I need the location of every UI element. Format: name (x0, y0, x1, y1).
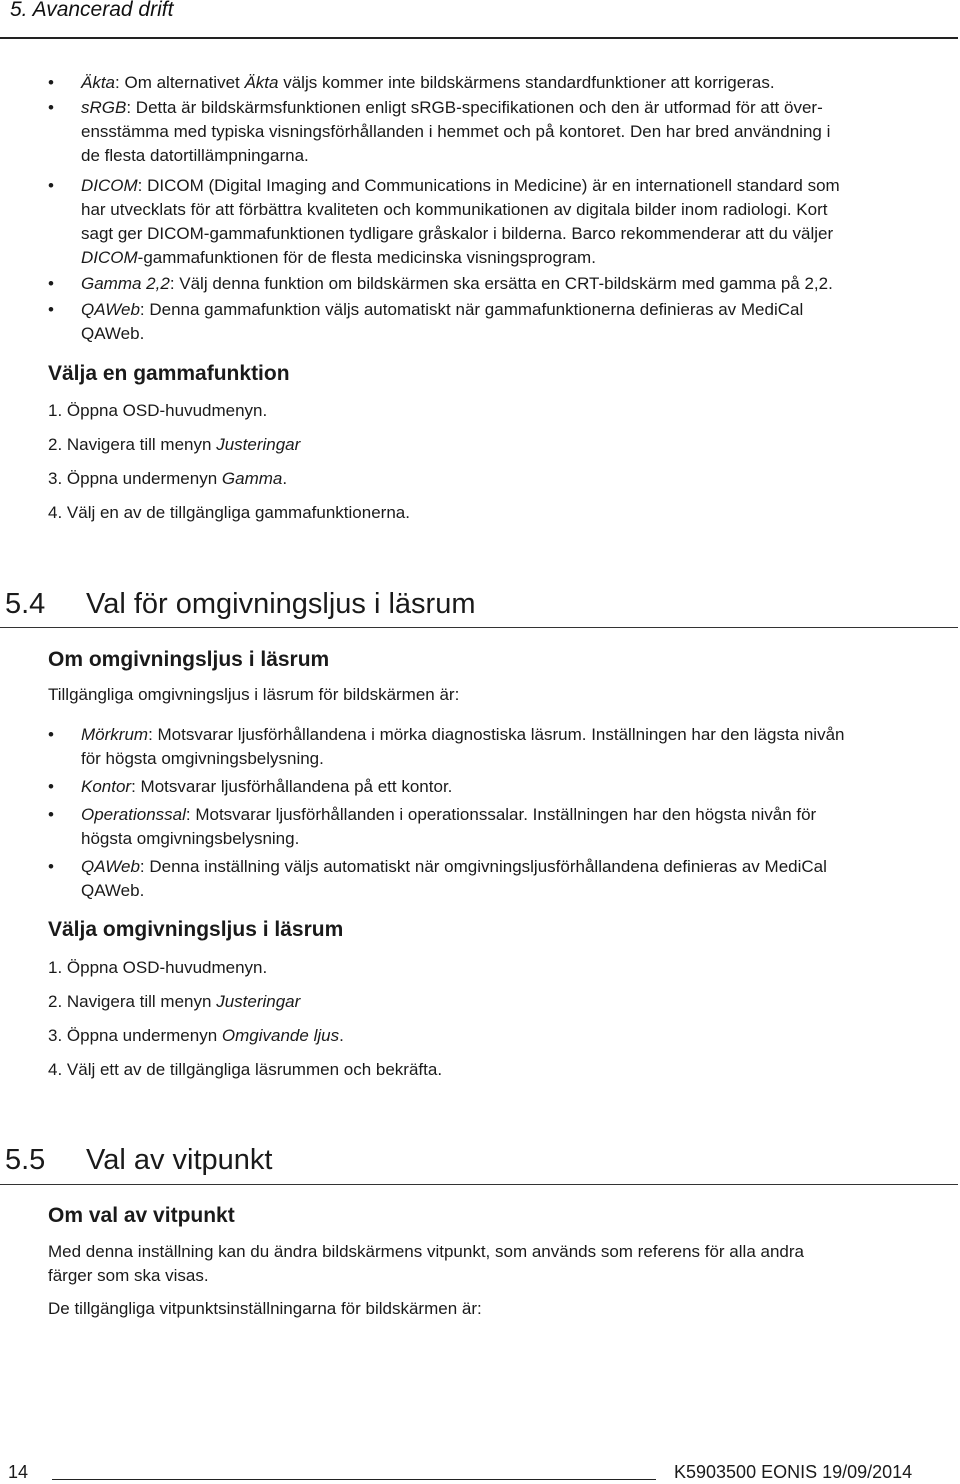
footer-rule (52, 1479, 656, 1480)
bullet-icon: • (48, 274, 54, 293)
paragraph: Med denna inställning kan du ändra bildskärmens vitpunkt, som används som referens för alla andra färger som ska visas. (48, 1242, 804, 1285)
term: Kontor (81, 777, 132, 796)
section-title: Val för omgivningsljus i läsrum (86, 588, 476, 620)
document-id: K5903500 EONIS 19/09/2014 (674, 1462, 913, 1482)
section-title: Val av vitpunkt (86, 1144, 273, 1176)
bullet-icon: • (48, 73, 54, 92)
list-item: • Gamma 2,2: Välj denna funktion om bildskärmen ska ersätta en CRT-bildskärm med gamma på 2,2. (48, 272, 928, 296)
section-number: 5.5 (5, 1144, 46, 1176)
step-4: 4. Välj ett av de tillgängliga läsrummen och bekräfta. (48, 1060, 443, 1079)
term: sRGB (81, 98, 127, 117)
step-3: 3. Öppna undermenyn Omgivande ljus. (48, 1026, 344, 1045)
section-rule (0, 1184, 958, 1185)
term: QAWeb (81, 300, 140, 319)
bullet-icon: • (48, 857, 54, 876)
list-item: • sRGB: Detta är bildskärmsfunktionen enligt sRGB-specifikationen och den är utformad för att över- ensstämma med typiska visningsförhållanden i hemmet och på kontoret. Den har bred användning i de flesta datortillämpningarna. (48, 98, 831, 165)
list-item: • QAWeb: Denna inställning väljs automatiskt när omgivningsljusförhållandena definieras av MediCal QAWeb. (48, 857, 827, 900)
bullet-icon: • (48, 805, 54, 824)
list-item: • Äkta: Om alternativet Äkta väljs kommer inte bildskärmens standardfunktioner att korrigeras. (48, 71, 928, 95)
section-rule (0, 627, 958, 628)
term: Gamma 2,2 (81, 274, 170, 293)
subheading: Om val av vitpunkt (48, 1204, 235, 1227)
step-2: 2. Navigera till menyn Justeringar (48, 992, 301, 1011)
paragraph: De tillgängliga vitpunktsinställningarna för bildskärmen är: (48, 1299, 482, 1318)
step-2: 2. Navigera till menyn Justeringar (48, 435, 301, 454)
step-3: 3. Öppna undermenyn Gamma. (48, 469, 288, 488)
procedure-heading: Välja omgivningsljus i läsrum (48, 918, 344, 941)
term: Operationssal (81, 805, 186, 824)
term: Mörkrum (81, 725, 149, 744)
term: Äkta (81, 73, 116, 92)
bullet-icon: • (48, 777, 54, 796)
list-item: • Kontor: Motsvarar ljusförhållandena på ett kontor. (48, 775, 928, 799)
step-1: 1. Öppna OSD-huvudmenyn. (48, 958, 268, 977)
page-number: 14 (8, 1462, 29, 1482)
procedure-heading: Välja en gammafunktion (48, 362, 290, 385)
intro-text: Tillgängliga omgivningsljus i läsrum för bildskärmen är: (48, 685, 460, 704)
list-item: • Mörkrum: Motsvarar ljusförhållandena i mörka diagnostiska läsrum. Inställningen har den lägsta nivån för högsta omgivningsbelysning. (48, 725, 845, 768)
header-rule (0, 37, 958, 39)
section-number: 5.4 (5, 588, 46, 620)
list-item: • DICOM: DICOM (Digital Imaging and Communications in Medicine) är en internationell standard som har utvecklats för att förbättra kvaliteten och kommunikationen av digitala bilder inom radiologi. Kort sagt ger DICOM-gammafunktionen tydligare gråskalor i bilderna. Barco rekommenderar att du väljer DICOM-gammafunktionen för de flesta medicinska visningsprogram. (48, 176, 840, 267)
chapter-title: 5. Avancerad drift (10, 0, 174, 21)
list-item: • QAWeb: Denna gammafunktion väljs automatiskt när gammafunktionerna definieras av MediCal QAWeb. (48, 300, 804, 343)
subheading: Om omgivningsljus i läsrum (48, 648, 330, 671)
bullet-icon: • (48, 98, 54, 117)
term: DICOM (81, 176, 138, 195)
step-1: 1. Öppna OSD-huvudmenyn. (48, 401, 268, 420)
term: QAWeb (81, 857, 140, 876)
list-item: • Operationssal: Motsvarar ljusförhållanden i operationssalar. Inställningen har den högsta nivån för högsta omgivningsbelysning. (48, 805, 817, 848)
bullet-icon: • (48, 300, 54, 319)
bullet-icon: • (48, 176, 54, 195)
step-4: 4. Välj en av de tillgängliga gammafunktionerna. (48, 503, 410, 522)
bullet-icon: • (48, 725, 54, 744)
